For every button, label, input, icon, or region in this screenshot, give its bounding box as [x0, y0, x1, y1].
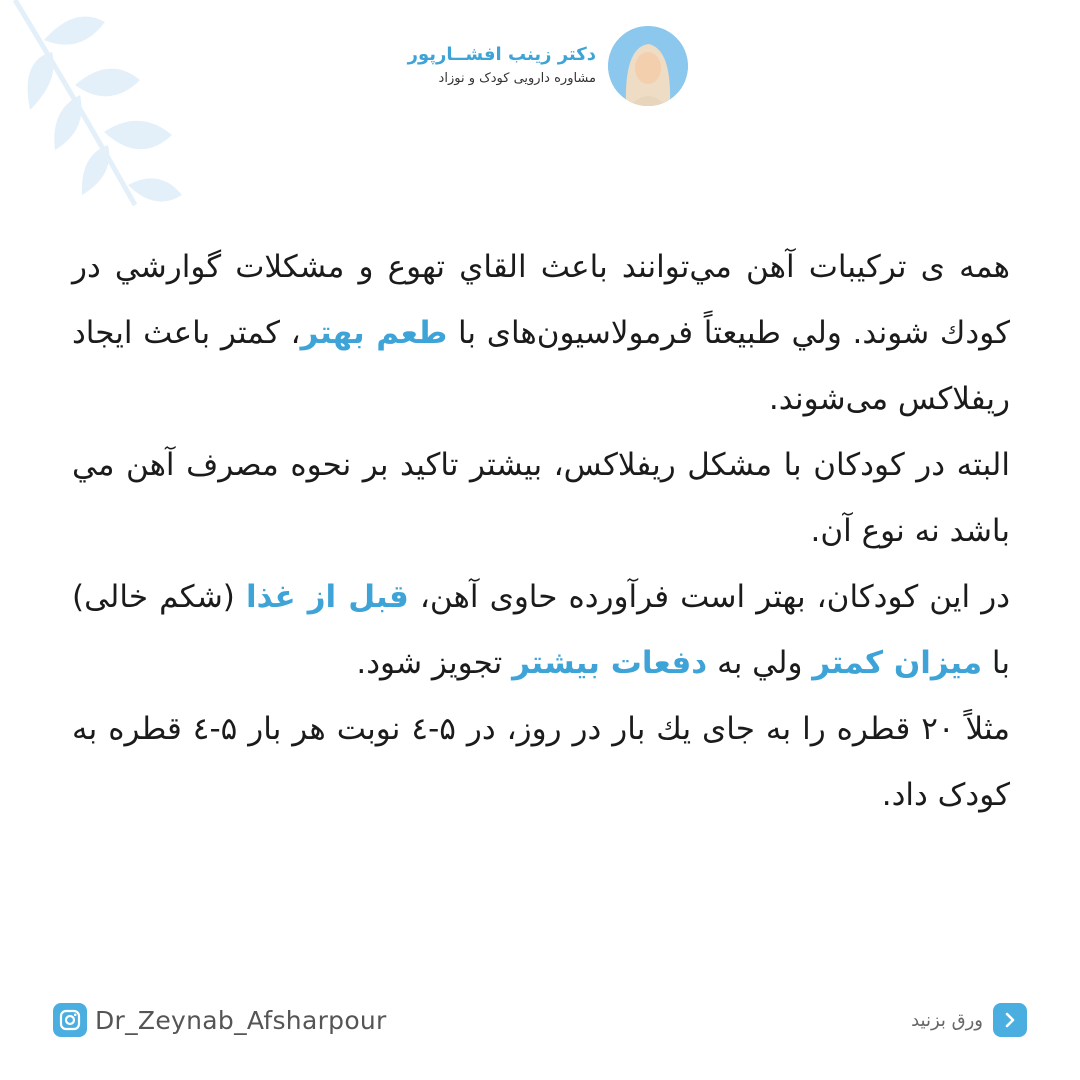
doctor-title: مشاوره دارویی کودک و نوزاد [438, 71, 596, 86]
paragraph-3-text-4: تجویز شود. [356, 645, 513, 681]
profile-header [408, 26, 688, 106]
highlight-more-times: دفعات بیشتر [512, 645, 708, 681]
instagram-handle: Dr_Zeynab_Afsharpour [95, 1005, 387, 1035]
paragraph-3-text-3: ولي به [707, 645, 813, 681]
instagram-icon [53, 1003, 87, 1037]
paragraph-3-text: در این کودکان، بهتر است فرآورده حاوی آهن، [408, 579, 1011, 615]
paragraph-1 [72, 234, 1010, 432]
paragraph-1-text: همه ی ترکیبات آهن مي‌توانند باعث القاي تهوع و مشکلات گوارشي در کودك شوند. ولي طبيعتاً فرمولاسيون‌های با [72, 249, 1011, 351]
highlight-before-meal: قبل از غذا [245, 579, 409, 615]
paragraph-4: مثلاً ۲۰ قطره را به جای يك بار در روز، در ۵-٤ نوبت هر بار ۵-٤ قطره به کودک داد. [72, 711, 1010, 813]
swipe-next-button[interactable] [911, 1003, 1027, 1037]
paragraph-2: البته در کودکان با مشکل ریفلاکس، بیشتر تاکید بر نحوه مصرف آهن مي باشد نه نوع آن. [72, 447, 1010, 549]
paragraph-3 [72, 564, 1010, 696]
highlight-better-taste: طعم بهتر [300, 315, 448, 351]
article-body [72, 234, 1010, 828]
highlight-lower-amount: میزان کمتر [812, 645, 983, 681]
instagram-handle-link[interactable] [53, 1003, 387, 1037]
swipe-label: ورق بزنید [911, 1009, 983, 1031]
doctor-name: دکتر زینب افشــارپور [407, 44, 596, 65]
avatar-portrait-icon [608, 26, 688, 106]
leaf-branch-icon [0, 0, 200, 210]
avatar [608, 26, 688, 106]
chevron-right-icon [993, 1003, 1027, 1037]
paragraph-1-text-end: ، کمتر باعث ایجاد ریفلاکس می‌شوند. [72, 315, 1010, 417]
paragraph-3-text-2: (شکم خالی) با [72, 579, 1010, 681]
